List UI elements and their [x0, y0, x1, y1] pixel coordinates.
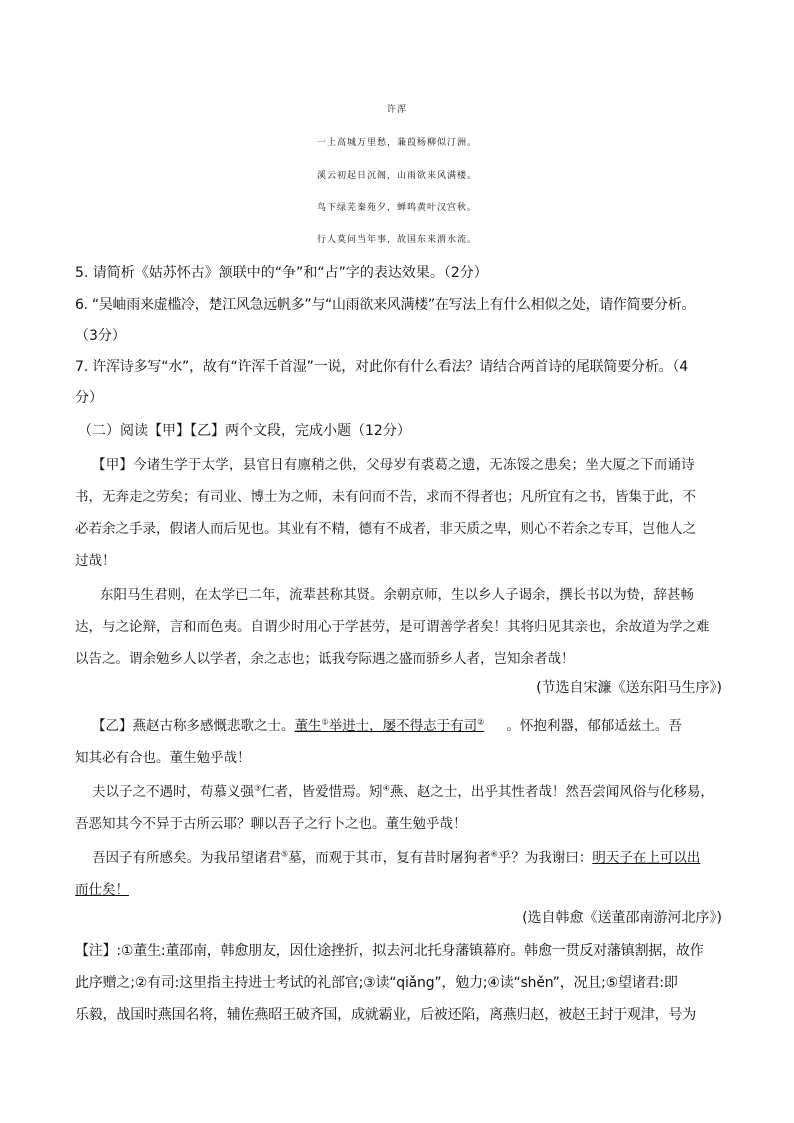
yi-p1-text-b: 。怀抱利器，郁郁适兹土。吾: [506, 718, 682, 734]
yi-p3-line-1: [92, 846, 722, 866]
notes-line-2: 此序赠之;②有司:这里指主持进士考试的礼部官;③读“qiǎng”，勉力;④读“shěn”，况且;⑤望诸君:即: [75, 975, 678, 991]
jia-p2-line-2: 达，与之论辩，言和而色夷。自谓少时用心于学甚劳，是可谓善学者矣！其将归见其亲也，余故道为学之难: [75, 619, 710, 635]
question-7-line-1: 7. 许浑诗多写“水”，故有“许浑千首湿”一说，对此你有什么看法？请结合两首诗的尾联简要分析。（4: [75, 359, 688, 375]
question-6-line-2: （3分）: [75, 328, 126, 344]
yi-p3-text-a: 吾因子有所感矣。为我吊望诸君: [92, 850, 281, 866]
yi-p2-text-a: 夫以子之不遇时，苟慕义强: [92, 784, 254, 800]
yi-p3-underline-a: 明天子在上可以出: [592, 850, 701, 866]
poem-line-2: 溪云初起日沉阁，山雨欲来风满楼。: [316, 171, 477, 181]
yi-source: (选自韩愈《送董邵南游河北序》): [522, 910, 722, 926]
yi-p1-line-2: 知其必有合也。董生勉乎哉！: [75, 750, 251, 766]
yi-p3-text-b: 墓，而观于其市，复有昔时屠狗者: [288, 850, 491, 866]
poem-line-1: 一上高城万里愁，蒹葭杨柳似汀洲。: [316, 138, 477, 148]
note-marker-3: ③: [254, 783, 262, 793]
note-marker-6: ⑥: [490, 849, 498, 859]
note-marker-1: ①: [321, 717, 329, 727]
yi-p2-line-2: 吾恶知其今不异于古所云耶？聊以吾子之行卜之也。董生勉乎哉！: [75, 816, 467, 832]
section-2-heading: （二）阅读【甲】【乙】两个文段，完成小题（12分）: [78, 423, 411, 439]
jia-p1-line-3: 必若余之手录，假诸人而后见也。其业有不精，德有不成者，非天质之卑，则心不若余之专耳，岂他人之: [75, 521, 696, 537]
notes-line-3: 乐毅，战国时燕国名将，辅佐燕昭王破齐国，成就霸业，后被还陷，离燕归赵，被赵王封于观津，号为: [75, 1007, 696, 1023]
poem-line-3: 鸟下绿芜秦苑夕，蝉鸣黄叶汉宫秋。: [316, 203, 477, 213]
question-7-line-2: 分）: [75, 390, 103, 406]
poem-line-4: 行人莫问当年事，故国东来渭水流。: [316, 235, 477, 245]
yi-p2-line-1: [92, 780, 722, 800]
yi-p3-text-c: 乎？为我谢曰：: [497, 850, 593, 866]
jia-p2-line-3: 以告之。谓余勉乡人以学者，余之志也；诋我夸际遇之盛而骄乡人者，岂知余者哉！: [75, 651, 575, 667]
yi-p3-underline-b: 而仕矣！: [75, 882, 129, 898]
note-marker-5: ⑤: [281, 849, 289, 859]
yi-p1-underline-a: [295, 718, 485, 734]
poem-author: 许浑: [386, 105, 407, 115]
note-marker-2: ②: [477, 717, 485, 727]
jia-p1-line-1: 【甲】今诸生学于太学，县官日有廪稍之供，父母岁有裘葛之遗，无冻馁之患矣；坐大厦之下而诵诗: [92, 457, 695, 473]
yi-underline-jinshi: 举进士，屡不得志于有司: [328, 718, 478, 734]
notes-line-1: 【注】:①董生:董邵南，韩愈朋友，因仕途挫折，拟去河北托身藩镇幕府。韩愈一贯反对藩镇割据，故作: [75, 943, 704, 959]
jia-p1-line-2: 书，无奔走之劳矣；有司业、博士为之师，未有问而不告，求而不得者也；凡所宜有之书，皆集于此，不: [75, 489, 696, 505]
note-marker-4: ④: [382, 783, 390, 793]
question-5: 5. 请简析《姑苏怀古》颔联中的“争”和“占”字的表达效果。（2分）: [75, 265, 488, 281]
yi-p3-line-2: [75, 878, 725, 898]
yi-p2-text-b: 仁者，皆爱惜焉。矧: [261, 784, 383, 800]
yi-p1-text-a: 【乙】燕赵古称多感慨悲歌之士。: [92, 718, 295, 734]
question-6-line-1: 6. “吴岫雨来虚槛冷，楚江风急远帆多”与“山雨欲来风满楼”在写法上有什么相似之处，请作简要分析。: [75, 297, 696, 313]
yi-p2-text-c: 燕、赵之士，出乎其性者哉！然吾尝闻风俗与化移易，: [389, 784, 714, 800]
jia-p2-line-1: 东阳马生君则，在太学已二年，流辈甚称其贤。余朝京师，生以乡人子谒余，撰长书以为贽，辞甚畅: [100, 587, 694, 603]
yi-underline-dongsheng: 董生: [294, 718, 322, 734]
yi-p1-line-1: [92, 714, 722, 734]
jia-source: (节选自宋濂《送东阳马生序》): [536, 680, 722, 696]
jia-p1-line-4: 过哉！: [75, 553, 116, 569]
